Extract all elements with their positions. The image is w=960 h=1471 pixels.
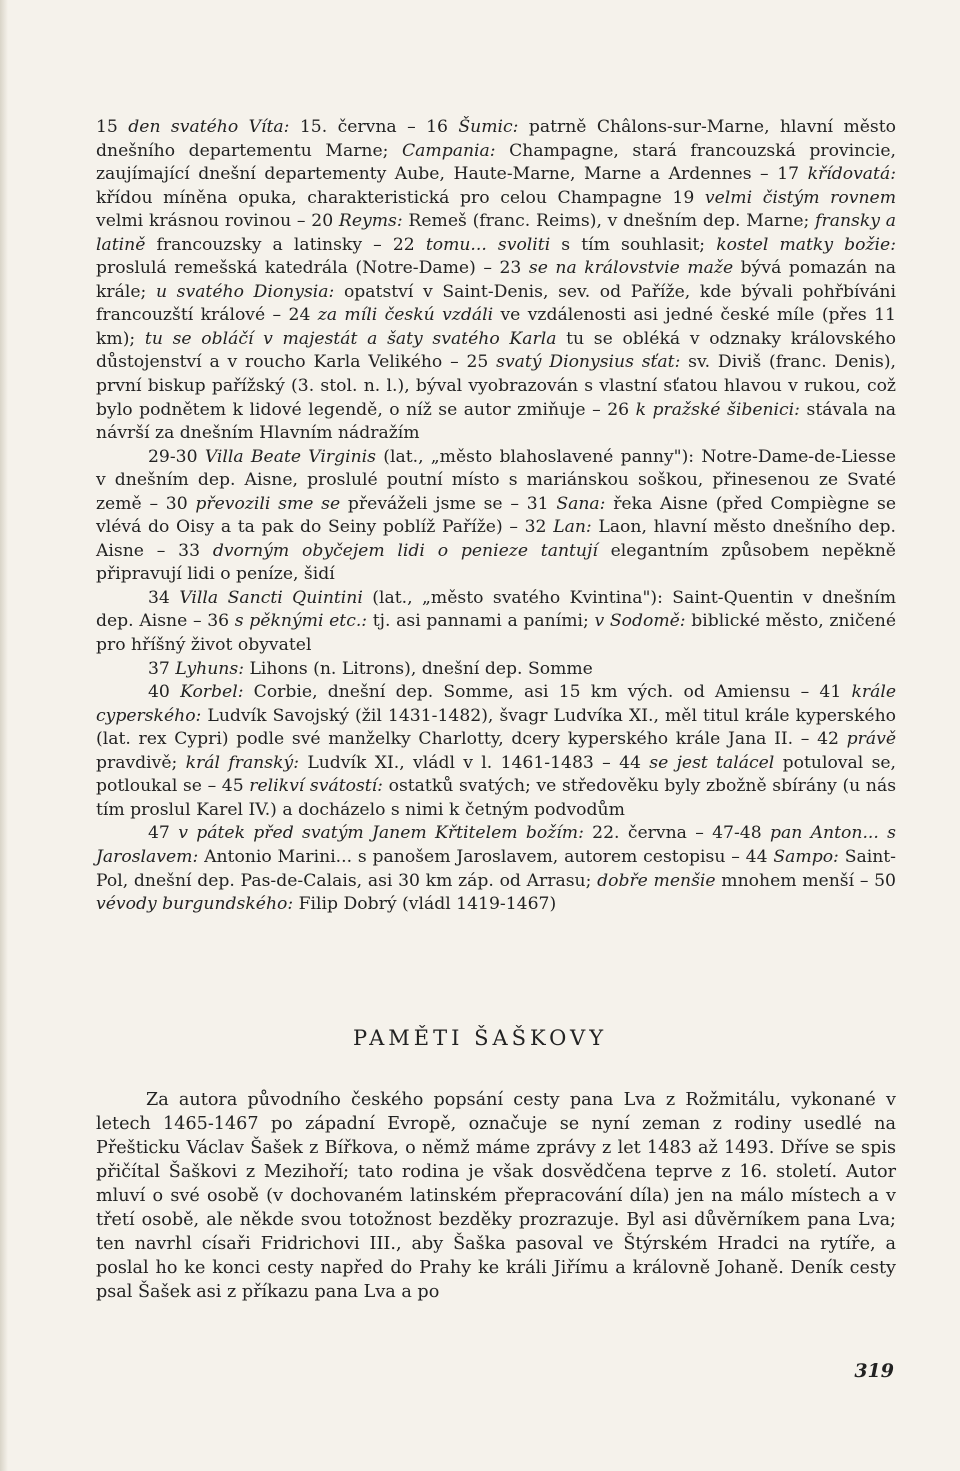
note-text: (lat., „město blahoslavené panny"): Notre-Dame-de-Liesse v dnešním dep. Aisne, proslulé poutní místo s mariánskou soškou, přinesenou ze Svaté země – 30: [96, 446, 896, 514]
note-text: 40: [148, 682, 181, 703]
note-lemma: tu se obláčí v majestát a šaty svatého Karla: [144, 328, 557, 349]
note-text: Remeš (franc. Reims), v dnešním dep. Marne;: [402, 211, 816, 232]
page-number: 319: [854, 1360, 894, 1382]
note-text: francouzsky a latinsky – 22: [145, 234, 426, 255]
note-lemma: Reyms:: [338, 211, 403, 232]
note-lemma: dobře menšie: [597, 870, 716, 891]
note-text: Ludvík XI., vládl v l. 1461-1483 – 44: [299, 752, 650, 773]
note-text: ostatků svatých; ve středověku byly zbožně sbírány (u nás tím proslul Karel IV.) a docházelo s nimi k četným podvodům: [96, 776, 897, 820]
section-body: [96, 1088, 896, 1304]
note-paragraph: [96, 116, 896, 446]
note-paragraph: [96, 822, 896, 916]
note-text: proslulá remešská katedrála (Notre-Dame) – 23: [96, 258, 529, 279]
note-text: Filip Dobrý (vládl 1419-1467): [293, 894, 557, 915]
note-lemma: Villa Sancti Quintini: [179, 587, 363, 608]
note-text: ve vzdálenosti asi jedné české míle (přes 11 km);: [96, 305, 896, 349]
commentary-notes: [96, 116, 896, 917]
note-lemma: v pátek před svatým Janem Křtitelem božím:: [178, 823, 584, 844]
note-lemma: svatý Dionysius sťat:: [496, 352, 681, 373]
note-text: opatství v Saint-Denis, sev. od Paříže, kde bývali pohřbíváni francouzští králové – 24: [96, 281, 896, 326]
note-lemma: kostel matky božie:: [716, 234, 897, 255]
note-lemma: Sana:: [556, 493, 606, 514]
note-text: bývá pomazán na krále;: [96, 258, 896, 302]
note-lemma: Šumic:: [458, 117, 519, 137]
note-lemma: pan Anton... s Jaroslavem:: [96, 823, 896, 867]
note-text: 47: [148, 823, 179, 844]
note-paragraph: [96, 681, 896, 822]
section-heading: PAMĚTI ŠAŠKOVY: [352, 1026, 608, 1050]
note-lemma: se na královstvie maže: [528, 258, 734, 279]
note-lemma: převozili sme se: [195, 493, 341, 514]
note-lemma: Campania:: [402, 140, 496, 161]
note-lemma: za míli českú vzdáli: [317, 305, 494, 326]
note-lemma: u svatého Dionysia:: [155, 281, 335, 302]
note-text: (lat., „město svatého Kvintina"): Saint-Quentin v dnešním dep. Aisne – 36: [96, 587, 896, 632]
note-lemma: den svatého Víta:: [128, 117, 290, 137]
note-lemma: Korbel:: [180, 682, 244, 703]
note-lemma: Lan:: [553, 517, 592, 538]
note-lemma: Sampo:: [773, 846, 839, 867]
note-text: velmi krásnou rovinou – 20: [96, 211, 339, 232]
note-text: elegantním způsobem nepěkně připravují lidi o peníze, šidí: [96, 540, 896, 585]
note-lemma: vévody burgundského:: [96, 894, 294, 915]
note-lemma: dvorným obyčejem lidi o penieze tantují: [212, 540, 598, 561]
note-text: biblické město, zničené pro hříšný život obyvatel: [96, 611, 896, 656]
note-lemma: s pěknými etc.:: [234, 611, 368, 632]
note-lemma: krále cyperského:: [96, 682, 896, 726]
note-text: Lihons (n. Litrons), dnešní dep. Somme: [244, 658, 593, 679]
note-text: mnohem menší – 50: [715, 870, 896, 891]
note-text: řeka Aisne (před Compiègne se vlévá do Oisy a ta pak do Seiny poblíž Paříže) – 32: [96, 493, 897, 538]
note-text: sv. Diviš (franc. Denis), první biskup pařížský (3. stol. n. l.), býval vyobrazován s vlastní sťatou hlavou v rukou, což bylo podnětem k lidové legendě, o níž se autor zmiňuje – 26: [96, 352, 897, 420]
note-text: Laon, hlavní město dnešního dep. Aisne – 33: [96, 517, 896, 561]
note-lemma: Lyhuns:: [175, 658, 244, 679]
note-text: pravdivě;: [96, 752, 186, 773]
body-paragraph: Za autora původního českého popsání cesty pana Lva z Rožmitálu, vykonané v letech 1465-1467 po západní Evropě, označuje se nyní zeman z rodiny usedlé na Přešticku Václav Šašek z Bířkova, o němž máme zprávy z let 1483 až 1493. Dříve se spis přičítal Šaškovi z Mezihoří; tato rodina je však dosvědčena teprve z 16. století. Autor mluví o své osobě (v dochovaném latinském přepracování díla) jen na málo místech a v třetí osobě, ale někde svou totožnost bezděky prozrazuje. Byl asi důvěrníkem pana Lva; ten navrhl císaři Fridrichovi III., aby Šaška pasoval ve Štýrském Hradci na rytíře, a poslal ho ke konci cesty napřed do Prahy ke králi Jiřímu a královně Johaně. Deník cesty psal Šašek asi z příkazu pana Lva a po: [96, 1090, 896, 1302]
note-text: patrně Châlons-sur-Marne, hlavní město dnešního departementu Marne;: [96, 117, 896, 161]
note-text: tj. asi pannami a paními;: [367, 611, 595, 632]
note-text: 29-30: [148, 446, 205, 467]
note-lemma: velmi čistým rovnem: [704, 187, 896, 208]
note-text: stávala na návrší za dnešním Hlavním nádražím: [96, 399, 897, 444]
note-lemma: k pražské šibenici:: [635, 399, 800, 420]
note-text: tu se obléká v odznaky královského důstojenství a v roucho Karla Velikého – 25: [96, 328, 896, 373]
note-text: 37: [148, 658, 176, 679]
note-text: převáželi jsme se – 31: [340, 493, 557, 514]
note-text: 15. června – 16: [289, 117, 459, 137]
note-text: 22. června – 47-48: [583, 823, 770, 844]
note-paragraph: [96, 658, 896, 682]
note-text: Antonio Marini... s panošem Jaroslavem, autorem cestopisu – 44: [198, 846, 774, 867]
note-paragraph: [96, 587, 896, 658]
note-lemma: křídovatá:: [807, 164, 896, 185]
note-text: 15: [96, 117, 129, 137]
note-text: potuloval se, potloukal se – 45: [96, 752, 897, 797]
note-text: Corbie, dnešní dep. Somme, asi 15 km vých. od Amiensu – 41: [243, 682, 852, 703]
note-text: 34: [148, 587, 180, 608]
note-lemma: relikví svátostí:: [249, 776, 383, 797]
note-lemma: se jest talácel: [649, 752, 775, 773]
note-text: Ludvík Savojský (žil 1431-1482), švagr Ludvíka XI., měl titul krále kyperského (lat. rex Cypri) podle své manželky Charlotty, dcery kyperského krále Jana II. – 42: [96, 705, 896, 750]
note-lemma: tomu... svoliti: [425, 234, 551, 255]
note-text: s tím souhlasit;: [550, 234, 717, 255]
note-lemma: právě: [846, 729, 896, 750]
note-text: Saint-Pol, dnešní dep. Pas-de-Calais, asi 30 km záp. od Arrasu;: [96, 846, 896, 891]
page-binding-edge: [0, 0, 8, 1471]
note-lemma: Villa Beate Virginis: [204, 446, 376, 467]
note-text: křídou míněna opuka, charakteristická pro celou Champagne 19: [96, 187, 705, 208]
note-text: Champagne, stará francouzská provincie, zaujímající dnešní departementy Aube, Haute-Marne, Marne a Ardennes – 17: [96, 140, 896, 185]
note-lemma: v Sodomě:: [594, 611, 686, 632]
note-lemma: fransky a latině: [96, 211, 896, 255]
note-lemma: král franský:: [185, 752, 299, 773]
note-paragraph: [96, 446, 896, 587]
